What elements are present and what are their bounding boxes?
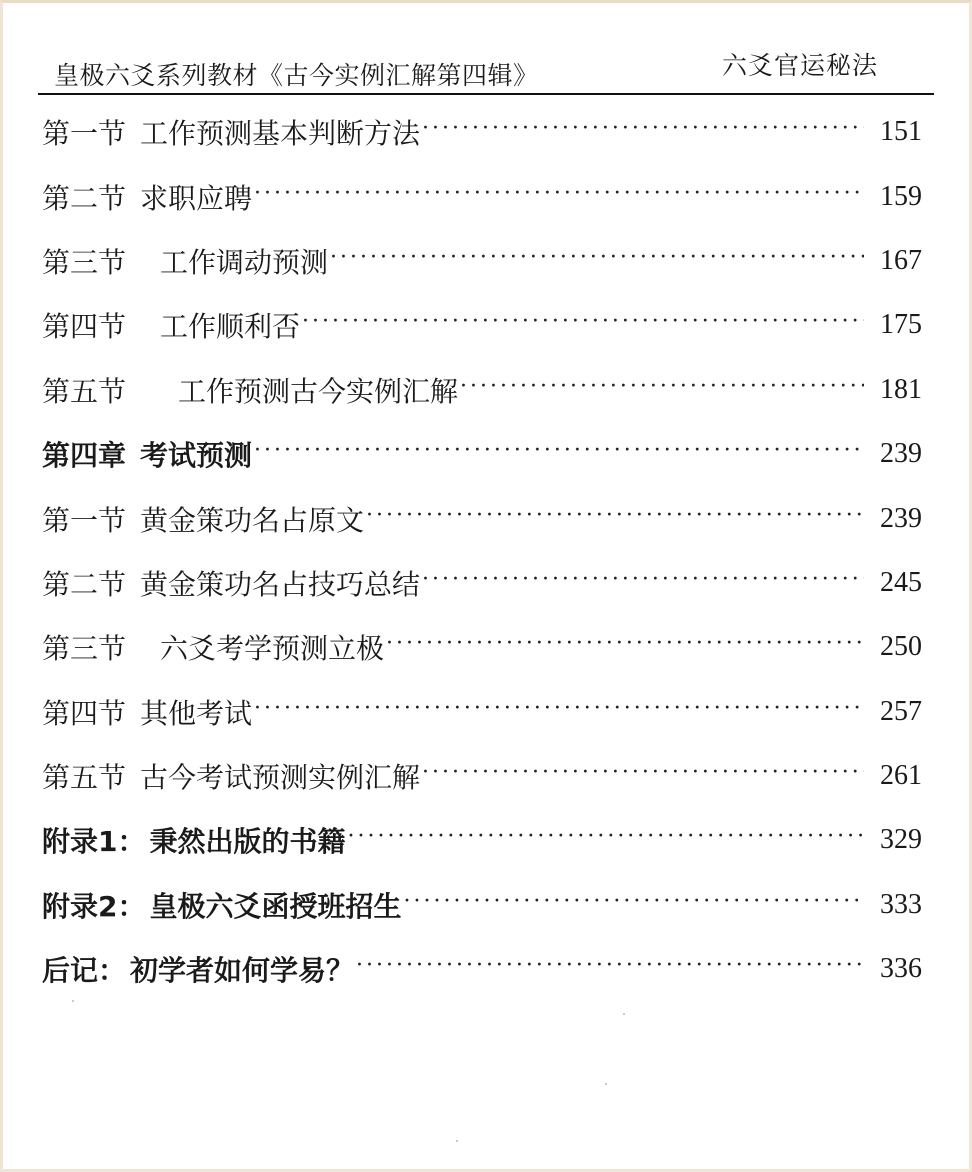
toc-leader-dots — [254, 183, 864, 211]
toc-leader-dots — [348, 826, 865, 854]
toc-entry — [42, 164, 922, 228]
toc-entry-title: 考试预测 — [140, 439, 253, 473]
toc-entry-title: 皇极六爻函授班招生 — [149, 889, 402, 923]
toc-entry-title: 秉然出版的书籍 — [149, 825, 346, 859]
toc-entry-number: 第五节 — [42, 374, 127, 408]
toc-entry-title: 黄金策功名占技巧总结 — [140, 567, 421, 601]
toc-entry — [42, 615, 922, 679]
toc-entry — [42, 422, 922, 486]
toc-entry-title: 黄金策功名占原文 — [140, 503, 365, 537]
toc-leader-dots — [404, 891, 865, 919]
toc-entry-number: 第四章 — [42, 439, 127, 473]
toc-entry-page: 181 — [880, 373, 922, 405]
toc-entry-title: 初学者如何学易？ — [130, 954, 355, 988]
toc-entry — [42, 293, 922, 357]
header-book-title: 六爻官运秘法 — [722, 51, 879, 80]
toc-entry-title: 工作预测基本判断方法 — [140, 117, 421, 151]
toc-entry-page: 239 — [880, 502, 922, 534]
toc-entry-title: 工作预测古今实例汇解 — [178, 374, 459, 408]
toc-leader-dots — [302, 311, 864, 339]
toc-entry-page: 151 — [880, 116, 922, 148]
scan-speck — [72, 1000, 74, 1002]
toc-entry-page: 257 — [880, 695, 922, 727]
toc-entry-number: 第四节 — [42, 310, 127, 344]
scan-speck — [605, 1083, 607, 1085]
toc-entry — [42, 229, 922, 293]
toc-entry-title: 工作顺利否 — [160, 310, 301, 344]
toc-entry — [42, 744, 922, 808]
toc-entry — [42, 551, 922, 615]
header-series-title: 皇极六爻系列教材《古今实例汇解第四辑》 — [54, 61, 539, 90]
toc-entry-title: 工作调动预测 — [160, 245, 329, 279]
toc-entry-number: 第三节 — [42, 245, 127, 279]
toc-entry-title: 其他考试 — [140, 696, 253, 730]
toc-entry — [42, 486, 922, 550]
toc-leader-dots — [422, 569, 864, 597]
toc-entry-number: 第三节 — [42, 632, 127, 666]
scan-speck — [456, 1140, 458, 1142]
header-rule — [38, 93, 934, 95]
toc-entry-number: 第四节 — [42, 696, 127, 730]
table-of-contents — [42, 100, 922, 1001]
toc-entry-number: 第一节 — [42, 117, 127, 151]
toc-leader-dots — [254, 698, 864, 726]
toc-entry-number: 第二节 — [42, 567, 127, 601]
toc-entry-page: 333 — [880, 888, 922, 920]
toc-entry — [42, 937, 922, 1001]
toc-entry-title: 求职应聘 — [140, 181, 253, 215]
toc-entry-title: 古今考试预测实例汇解 — [140, 761, 421, 795]
toc-entry — [42, 358, 922, 422]
toc-entry-number: 第一节 — [42, 503, 127, 537]
toc-leader-dots — [422, 118, 864, 146]
toc-entry — [42, 808, 922, 872]
toc-entry-page: 336 — [880, 953, 922, 985]
toc-entry-page: 250 — [880, 631, 922, 663]
toc-entry-page: 245 — [880, 566, 922, 598]
scan-speck — [623, 1013, 625, 1015]
toc-entry — [42, 873, 922, 937]
toc-entry-page: 239 — [880, 438, 922, 470]
toc-entry-number: 附录2： — [42, 889, 146, 923]
toc-entry-number: 附录1： — [42, 825, 146, 859]
toc-entry-number: 第二节 — [42, 181, 127, 215]
toc-leader-dots — [254, 440, 864, 468]
toc-leader-dots — [330, 247, 864, 275]
toc-entry-page: 159 — [880, 180, 922, 212]
toc-entry-page: 167 — [880, 244, 922, 276]
toc-entry — [42, 100, 922, 164]
toc-entry — [42, 680, 922, 744]
toc-entry-page: 175 — [880, 309, 922, 341]
toc-leader-dots — [366, 505, 864, 533]
toc-entry-page: 261 — [880, 760, 922, 792]
toc-leader-dots — [422, 762, 864, 790]
toc-entry-number: 第五节 — [42, 761, 127, 795]
running-header — [38, 46, 934, 94]
toc-leader-dots — [356, 955, 864, 983]
toc-leader-dots — [460, 376, 864, 404]
toc-entry-title: 六爻考学预测立极 — [160, 632, 385, 666]
toc-entry-number: 后记： — [42, 954, 127, 988]
toc-entry-page: 329 — [880, 824, 922, 856]
toc-leader-dots — [386, 633, 864, 661]
